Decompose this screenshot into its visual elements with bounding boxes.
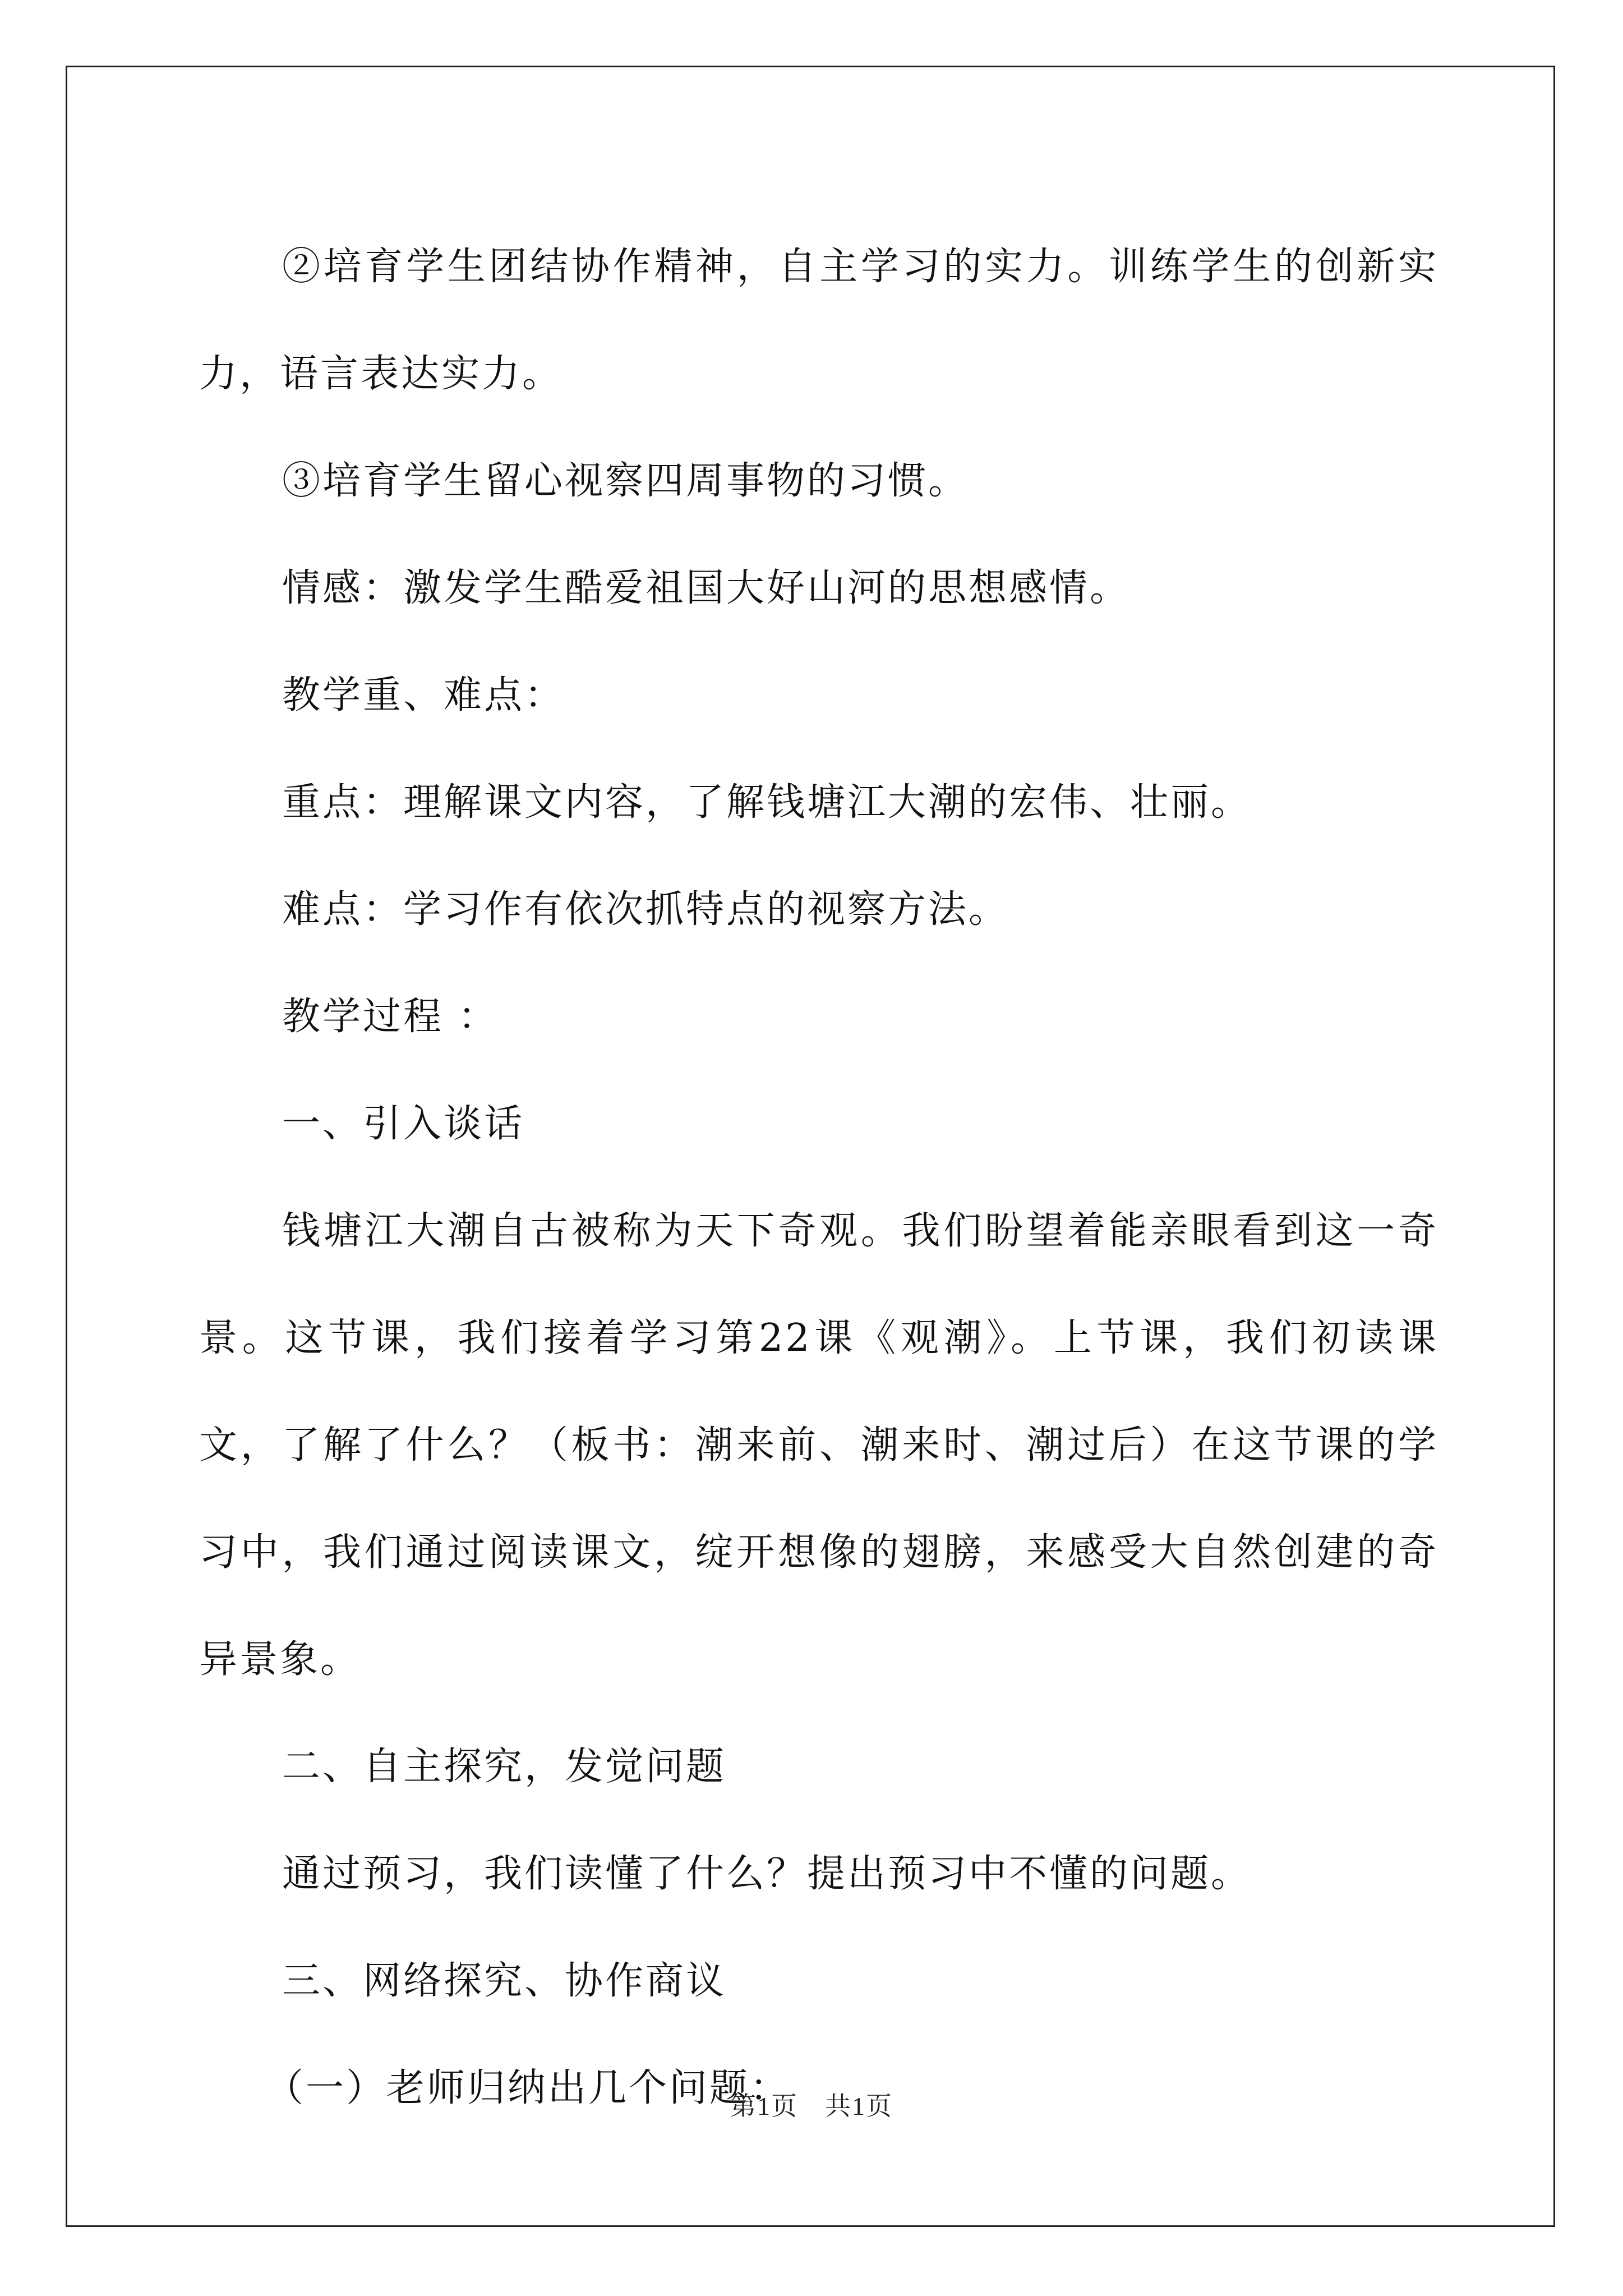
paragraph-key-point: 重点：理解课文内容，了解钱塘江大潮的宏伟、壮丽。 bbox=[282, 780, 1252, 825]
paragraph-emotion-goal: 情感：激发学生酷爱祖国大好山河的思想感情。 bbox=[282, 566, 1131, 610]
document-body bbox=[199, 213, 1438, 2142]
heading-section-2: 二、自主探究，发觉问题 bbox=[282, 1745, 727, 1789]
heading-teaching-process: 教学过程 ： bbox=[282, 995, 499, 1039]
paragraph-objective-3: ③培育学生留心视察四周事物的习惯。 bbox=[282, 459, 969, 503]
paragraph-teacher-questions: （一）老师归纳出几个问题： bbox=[265, 2066, 791, 2110]
paragraph-preview-questions: 通过预习，我们读懂了什么？提出预习中不懂的问题。 bbox=[282, 1852, 1252, 1896]
heading-section-1: 一、引入谈话 bbox=[282, 1102, 525, 1146]
paragraph-introduction: 钱塘江大潮自古被称为天下奇观。我们盼望着能亲眼看到这一奇景。这节课，我们接着学习第22课《观潮》。上节课，我们初读课文，了解了什么？（板书：潮来前、潮来时、潮过后）在这节课的学习中，我们通过阅读课文，绽开想像的翅膀，来感受大自然创建的奇异景象。 bbox=[199, 1209, 1438, 1682]
heading-section-3: 三、网络探究、协作商议 bbox=[282, 1959, 727, 2003]
page-number-footer: 第1页 共1页 bbox=[730, 2092, 893, 2120]
paragraph-difficult-point: 难点：学习作有依次抓特点的视察方法。 bbox=[282, 887, 1009, 932]
paragraph-objective-2: ②培育学生团结协作精神，自主学习的实力。训练学生的创新实力，语言表达实力。 bbox=[199, 245, 1438, 396]
heading-key-difficult-points: 教学重、难点： bbox=[282, 673, 565, 717]
